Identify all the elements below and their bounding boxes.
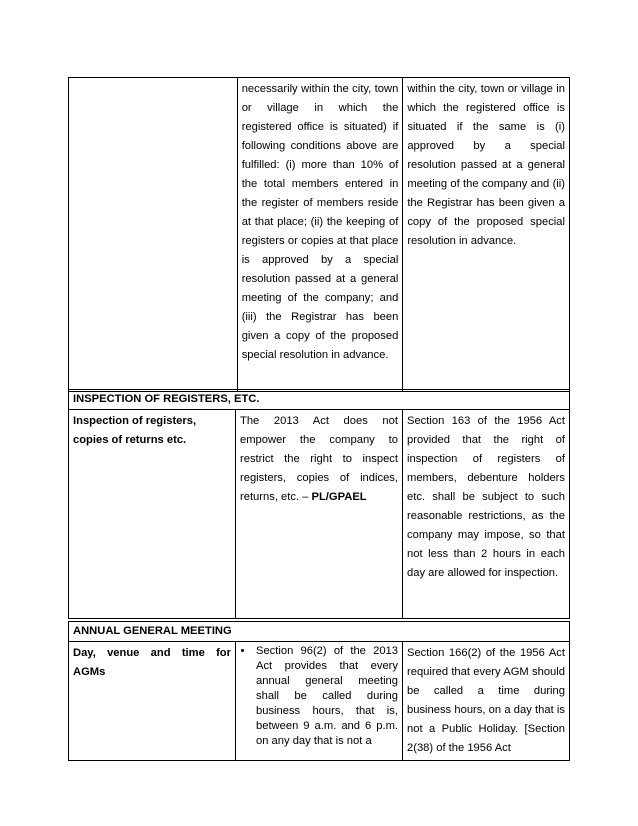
table-row [69,78,570,392]
cell-1956-act-text: within the city, town or village in which the registered office is situated if the same is (i) approved by a special resolution passed at a general meeting of the company and (ii) the Registrar has been given a copy of the proposed special resolution in advance. [403,78,570,392]
cell-2013-act-text [236,642,403,761]
cell-2013-act-text: necessarily within the city, town or village in which the registered office is situated) if following conditions above are fulfilled: (i) more than 10% of the total members entered in the register of members reside at that place; (ii) the keeping of registers or copies at that place is approved by a special resolution passed at a general meeting of the company; and (iii) the Registrar has been given a copy of the proposed special resolution in advance. [237,78,403,392]
empty-cell [69,78,238,392]
cell-topic: Inspection of registers, copies of returns etc. [69,410,236,619]
continued-table [68,77,570,392]
inspection-table [68,389,570,619]
section-heading-agm: ANNUAL GENERAL MEETING [69,622,570,642]
cell-text: The 2013 Act does not empower the company to restrict the right to inspect registers, copies of indices, returns, etc. – [240,415,398,503]
section-heading-row [69,622,570,642]
list-item: • Section 96(2) of the 2013 Act provides that every annual general meeting shall be called during business hours, that is, between 9 a.m. and 6 p.m. on any day that is not a [254,644,398,749]
cell-2013-act-text [236,410,403,619]
cell-1956-act-text: Section 166(2) of the 1956 Act required that every AGM should be called a time during business hours, on a day that is not a Public Holiday. [Section 2(38) of the 1956 Act [403,642,570,761]
table-row [69,642,570,761]
table-row [69,410,570,619]
cell-topic: Day, venue and time for AGMs [69,642,236,761]
agm-table [68,621,570,761]
cell-1956-act-text: Section 163 of the 1956 Act provided that the right of inspection of registers of members, debenture holders etc. shall be subject to such reasonable restrictions, as the company may impose, so that not less than 2 hours in each day are allowed for inspection. [403,410,570,619]
bullet-list [240,644,398,749]
section-heading-inspection: INSPECTION OF REGISTERS, ETC. [69,390,570,410]
reference-code: PL/GPAEL [311,491,367,503]
section-heading-row [69,390,570,410]
